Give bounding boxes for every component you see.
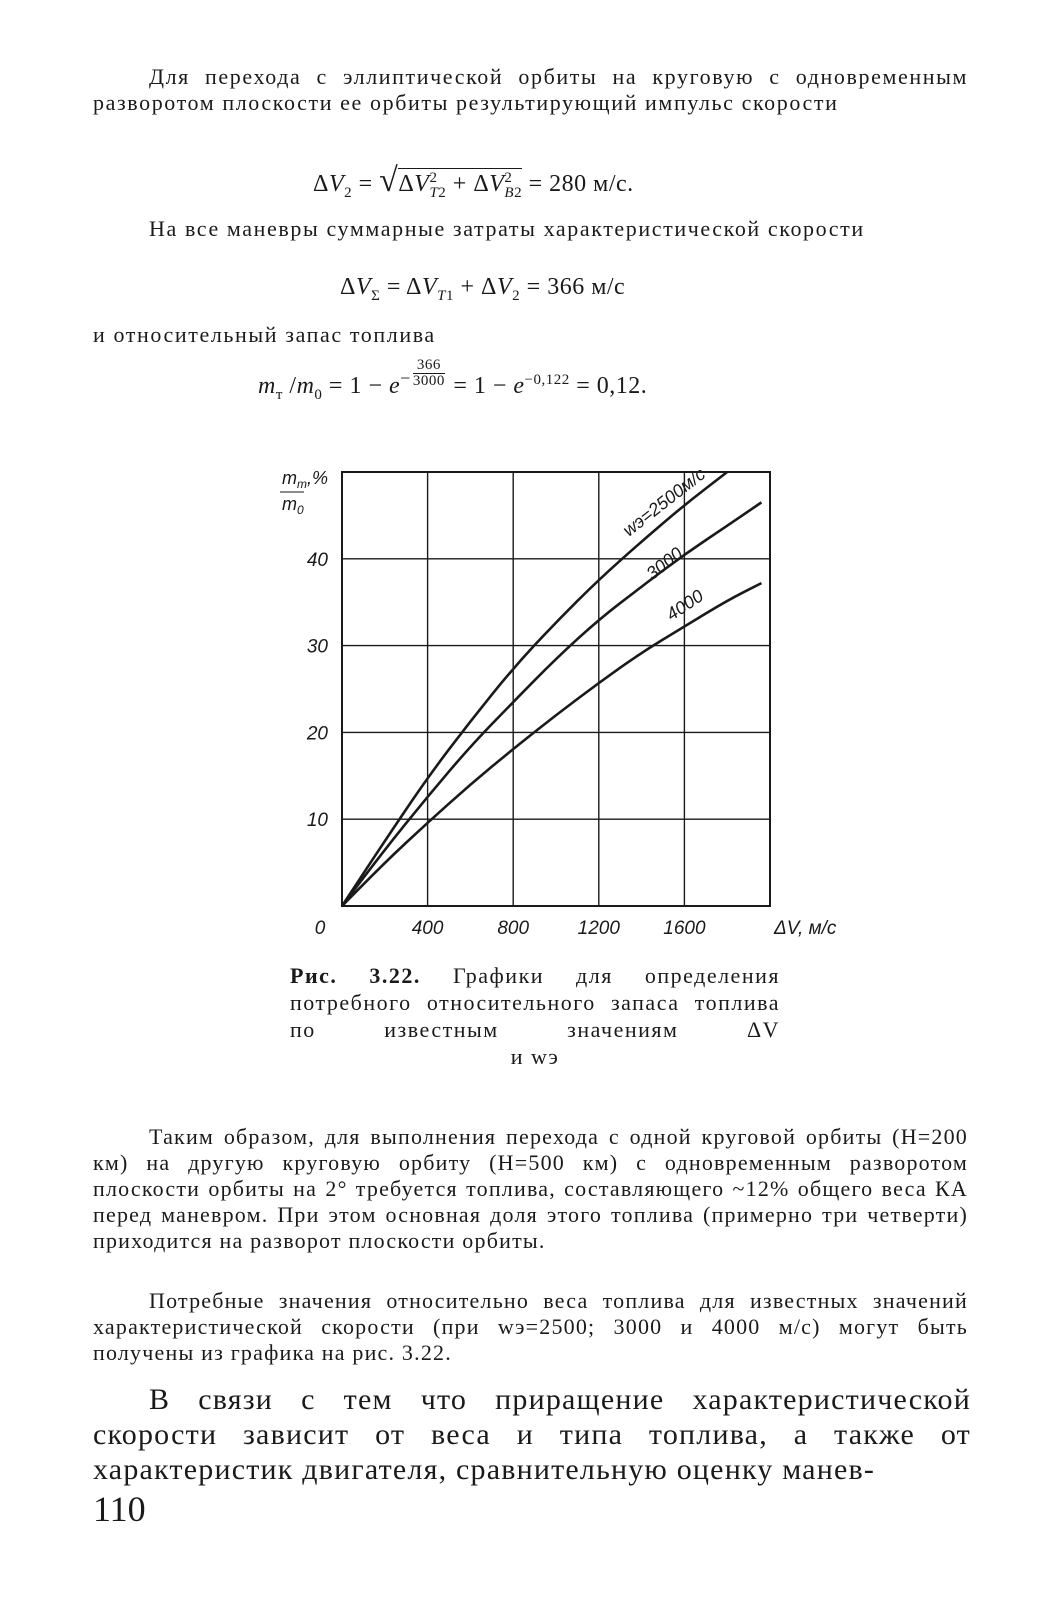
x-tick-label: 800	[497, 918, 530, 939]
paragraph-1: Для перехода с эллиптической орбиты на круговую с одновременным разворотом плоскости ее орбиты результирующий импульс скорости	[93, 64, 968, 115]
eq3-numerator: 366	[413, 358, 445, 374]
series-label-1: wэ=2500м/с	[618, 463, 710, 541]
paragraph-6: В связи с тем что приращение характеристической скорости зависит от веса и типа топлива, а также от характеристик двигателя, сравнительную оценку манев-	[93, 1383, 971, 1486]
y-tick-label: 10	[306, 810, 328, 832]
y-tick-label: 30	[306, 636, 328, 658]
eq3-exponent: −0,122	[524, 372, 570, 388]
caption-last-line: и wэ	[510, 1044, 560, 1069]
y-tick-label: 20	[306, 723, 328, 745]
eq3-denominator: 3000	[412, 372, 445, 389]
y-axis-label-m0: $m_0$	[282, 494, 304, 517]
x-tick-label: 400	[411, 918, 444, 939]
series-label-3: 4000	[662, 585, 707, 625]
chart-curves	[342, 472, 761, 906]
figure-caption	[290, 962, 780, 1070]
series-label-2: 3000	[642, 543, 687, 584]
equation-3-result: = 0,12.	[576, 373, 648, 399]
x-axis-label: ΔV, м/с	[774, 918, 837, 939]
equation-fuel-ratio: $m_т$ $/m_0 = 1 - e^-$ $\frac{366}{3000}$ = $1 - e^{-0,122} = 0,12$.	[258, 356, 648, 403]
equation-delta-v2: $\Delta V_2 = √\Delta V^2_{T2} + \Delta V^2_{B2} = 280$ м/с.	[313, 162, 634, 201]
series-line-1	[342, 472, 727, 906]
x-tick-label: 1600	[663, 918, 706, 939]
chart-curve-labels	[619, 464, 709, 625]
page-number: 110	[93, 1489, 146, 1529]
paragraph-5: Потребные значения относительно веса топлива для известных значений характеристической скорости (при wэ=2500; 3000 и 4000 м/с) могут быть получены из графика на рис. 3.22.	[93, 1288, 968, 1365]
paragraph-4: Таким образом, для выполнения перехода с одной круговой орбиты (H=200 км) на другую круговую орбиту (H=500 км) с одновременным разворотом плоскости орбиты на 2° требуется топлива, составляющего ~12% общего веса КА перед маневром. При этом основная доля этого топлива (примерно три четверти) приходится на разворот плоскости орбиты.	[93, 1124, 968, 1253]
x-tick-label: 0	[314, 918, 326, 939]
x-tick-label: 1200	[577, 918, 620, 939]
y-tick-label: 40	[306, 549, 328, 571]
caption-label: Рис. 3.22.	[290, 963, 421, 988]
caption-text: Графики для определения потребного относительного запаса топлива по известным значениям ΔV	[290, 963, 780, 1042]
series-line-3	[342, 583, 761, 906]
y-axis-label-mt: $m_т,\%$	[282, 468, 329, 491]
equation-1-result: = 280 м/с.	[528, 171, 634, 197]
equation-delta-v-sum: $\Delta V_\Sigma = \Delta V_{T1} + \Delta V_2 = 366$ м/с	[340, 274, 626, 304]
paragraph-2: На все маневры суммарные затраты характеристической скорости	[149, 216, 865, 241]
figure-3-22-chart	[270, 462, 837, 952]
paragraph-3: и относительный запас топлива	[93, 322, 436, 347]
equation-2-result: = 366 м/с	[526, 274, 626, 300]
